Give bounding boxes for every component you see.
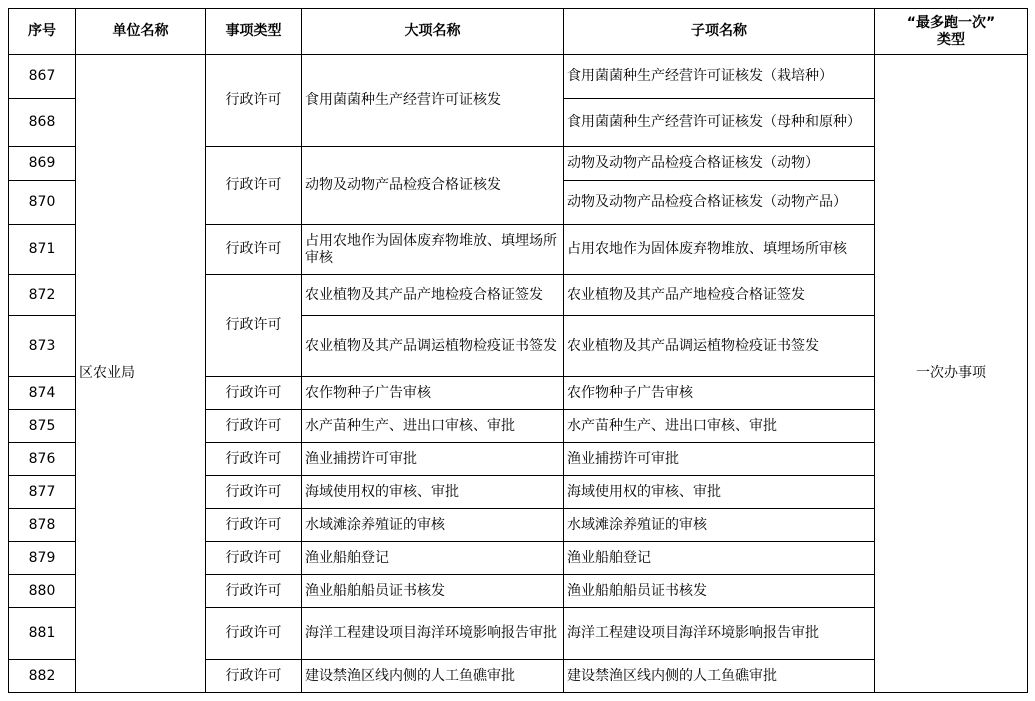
seq-cell: 870 [9,181,76,225]
seq-cell: 876 [9,443,76,476]
sub-item-cell: 食用菌菌种生产经营许可证核发（栽培种） [564,55,875,99]
major-item-cell: 渔业捕捞许可审批 [302,443,564,476]
seq-cell: 867 [9,55,76,99]
major-item-cell: 农业植物及其产品产地检疫合格证签发 [302,275,564,316]
major-item-cell: 食用菌菌种生产经营许可证核发 [302,55,564,147]
major-item-cell: 占用农地作为固体废弃物堆放、填埋场所审核 [302,225,564,275]
item-type-cell: 行政许可 [206,476,302,509]
header-type: 事项类型 [206,9,302,55]
major-item-cell: 海洋工程建设项目海洋环境影响报告审批 [302,608,564,660]
sub-item-cell: 水域滩涂养殖证的审核 [564,509,875,542]
item-type-cell: 行政许可 [206,377,302,410]
header-seq: 序号 [9,9,76,55]
item-type-cell: 行政许可 [206,410,302,443]
sub-item-cell: 农业植物及其产品产地检疫合格证签发 [564,275,875,316]
item-type-cell: 行政许可 [206,542,302,575]
seq-cell: 878 [9,509,76,542]
sub-item-cell: 水产苗种生产、进出口审核、审批 [564,410,875,443]
seq-cell: 882 [9,660,76,693]
major-item-cell: 渔业船舶船员证书核发 [302,575,564,608]
seq-cell: 869 [9,147,76,181]
seq-cell: 874 [9,377,76,410]
item-type-cell: 行政许可 [206,225,302,275]
sub-item-cell: 建设禁渔区线内侧的人工鱼礁审批 [564,660,875,693]
seq-cell: 880 [9,575,76,608]
item-type-cell: 行政许可 [206,443,302,476]
item-type-cell: 行政许可 [206,275,302,377]
unit-name-cell: 区农业局 [76,55,206,693]
seq-cell: 881 [9,608,76,660]
item-type-cell: 行政许可 [206,509,302,542]
major-item-cell: 建设禁渔区线内侧的人工鱼礁审批 [302,660,564,693]
major-item-cell: 农业植物及其产品调运植物检疫证书签发 [302,316,564,377]
sub-item-cell: 渔业捕捞许可审批 [564,443,875,476]
approval-items-table [8,8,1028,693]
header-major: 大项名称 [302,9,564,55]
seq-cell: 873 [9,316,76,377]
major-item-cell: 动物及动物产品检疫合格证核发 [302,147,564,225]
seq-cell: 875 [9,410,76,443]
sub-item-cell: 渔业船舶登记 [564,542,875,575]
item-type-cell: 行政许可 [206,147,302,225]
seq-cell: 872 [9,275,76,316]
sub-item-cell: 农作物种子广告审核 [564,377,875,410]
major-item-cell: 水域滩涂养殖证的审核 [302,509,564,542]
header-sub: 子项名称 [564,9,875,55]
header-run-type [875,9,1028,55]
sub-item-cell: 动物及动物产品检疫合格证核发（动物） [564,147,875,181]
sub-item-cell: 海洋工程建设项目海洋环境影响报告审批 [564,608,875,660]
seq-cell: 871 [9,225,76,275]
item-type-cell: 行政许可 [206,575,302,608]
item-type-cell: 行政许可 [206,55,302,147]
sub-item-cell: 动物及动物产品检疫合格证核发（动物产品） [564,181,875,225]
seq-cell: 879 [9,542,76,575]
seq-cell: 868 [9,99,76,147]
major-item-cell: 海域使用权的审核、审批 [302,476,564,509]
header-run-type-line1: “最多跑一次” [906,14,996,31]
header-run-type-line2: 类型 [937,31,965,48]
major-item-cell: 水产苗种生产、进出口审核、审批 [302,410,564,443]
header-unit: 单位名称 [76,9,206,55]
sub-item-cell: 海域使用权的审核、审批 [564,476,875,509]
item-type-cell: 行政许可 [206,660,302,693]
sub-item-cell: 占用农地作为固体废弃物堆放、填埋场所审核 [564,225,875,275]
sub-item-cell: 农业植物及其产品调运植物检疫证书签发 [564,316,875,377]
item-type-cell: 行政许可 [206,608,302,660]
run-type-cell: 一次办事项 [875,55,1028,693]
major-item-cell: 渔业船舶登记 [302,542,564,575]
seq-cell: 877 [9,476,76,509]
sub-item-cell: 渔业船舶船员证书核发 [564,575,875,608]
header-row [9,9,1028,55]
sub-item-cell: 食用菌菌种生产经营许可证核发（母种和原种） [564,99,875,147]
major-item-cell: 农作物种子广告审核 [302,377,564,410]
table-row [9,55,1028,99]
